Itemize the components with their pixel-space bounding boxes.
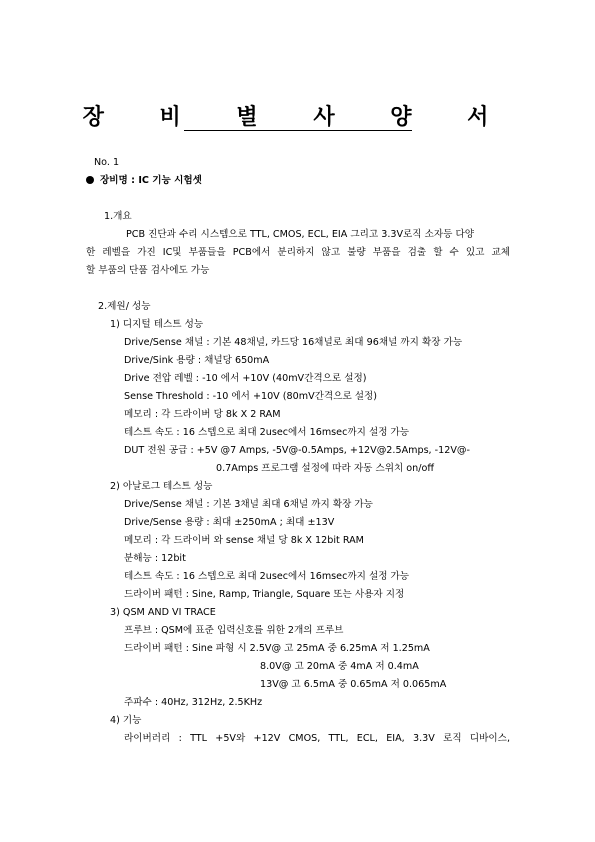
digital-item: Drive/Sense 채널 : 기본 48채널, 카드당 16채널로 최대 96채널 까지 확장 가능 [124, 337, 463, 348]
digital-item-continued: 0.7Amps 프로그램 설정에 따라 자동 스위치 on/off [216, 463, 434, 474]
functions-library: 라이버러리 : TTL +5V와 +12V CMOS, TTL, ECL, EIA, 3.3V 로직 디바이스, [124, 733, 510, 744]
analog-item: Drive/Sense 채널 : 기본 3채널 최대 6채널 까지 확장 가능 [124, 499, 373, 510]
overview-line-3: 할 부품의 단품 검사에도 가능 [86, 265, 210, 276]
qsm-probe: 프루브 : QSM에 표준 입력신호를 위한 2개의 프루브 [124, 625, 344, 636]
overview-line-2: 한 레벨을 가진 IC및 부품들을 PCB에서 분리하지 않고 불량 부품을 검출 할 수 있고 교체 [86, 247, 510, 258]
equipment-name-line [86, 172, 202, 190]
document-number: No. 1 [94, 157, 120, 168]
qsm-pattern: 드라이버 패턴 : Sine 파형 시 2.5V@ 고 25mA 중 6.25mA 저 1.25mA [124, 643, 430, 654]
analog-item: 테스트 속도 : 16 스텝으로 최대 2usec에서 16msec까지 설정 가능 [124, 571, 410, 582]
equipment-name: 장비명 : IC 기능 시험셋 [100, 175, 202, 186]
overview-heading: 1.개요 [104, 211, 132, 222]
functions-heading: 4) 기능 [110, 715, 142, 726]
digital-heading: 1) 디지털 테스트 성능 [110, 319, 204, 330]
digital-item: 테스트 속도 : 16 스텝으로 최대 2usec에서 16msec까지 설정 가능 [124, 427, 410, 438]
digital-item: DUT 전원 공급 : +5V @7 Amps, -5V@-0.5Amps, +12V@2.5Amps, -12V@- [124, 445, 470, 456]
analog-item: Drive/Sense 용량 : 최대 ±250mA ; 최대 ±13V [124, 517, 335, 528]
specs-heading: 2.제원/ 성능 [98, 301, 151, 312]
digital-item: Sense Threshold : -10 에서 +10V (80mV간격으로 설정) [124, 391, 378, 402]
qsm-pattern-line-3: 13V@ 고 6.5mA 중 0.65mA 저 0.065mA [260, 679, 447, 690]
analog-item: 메모리 : 각 드라이버 와 sense 채널 당 8k X 12bit RAM [124, 535, 364, 546]
digital-item: Drive/Sink 용량 : 채널당 650mA [124, 355, 270, 366]
bullet-icon [86, 176, 94, 184]
title-underline [184, 130, 412, 131]
analog-heading: 2) 아날로그 테스트 성능 [110, 481, 213, 492]
digital-item: Drive 전압 레벨 : -10 에서 +10V (40mV간격으로 설정) [124, 373, 367, 384]
analog-item: 분해능 : 12bit [124, 553, 186, 564]
analog-item: 드라이버 패턴 : Sine, Ramp, Triangle, Square 또는 사용자 지정 [124, 589, 405, 600]
document-title: 장 비 별 사 양 서 [82, 105, 513, 130]
qsm-heading: 3) QSM AND VI TRACE [110, 607, 216, 618]
overview-line-1: PCB 진단과 수리 시스템으로 TTL, CMOS, ECL, EIA 그리고 3.3V로직 소자등 다양 [126, 229, 475, 240]
qsm-pattern-line-2: 8.0V@ 고 20mA 중 4mA 저 0.4mA [260, 661, 419, 672]
digital-item: 메모리 : 각 드라이버 당 8k X 2 RAM [124, 409, 281, 420]
qsm-frequency: 주파수 : 40Hz, 312Hz, 2.5KHz [124, 697, 263, 708]
